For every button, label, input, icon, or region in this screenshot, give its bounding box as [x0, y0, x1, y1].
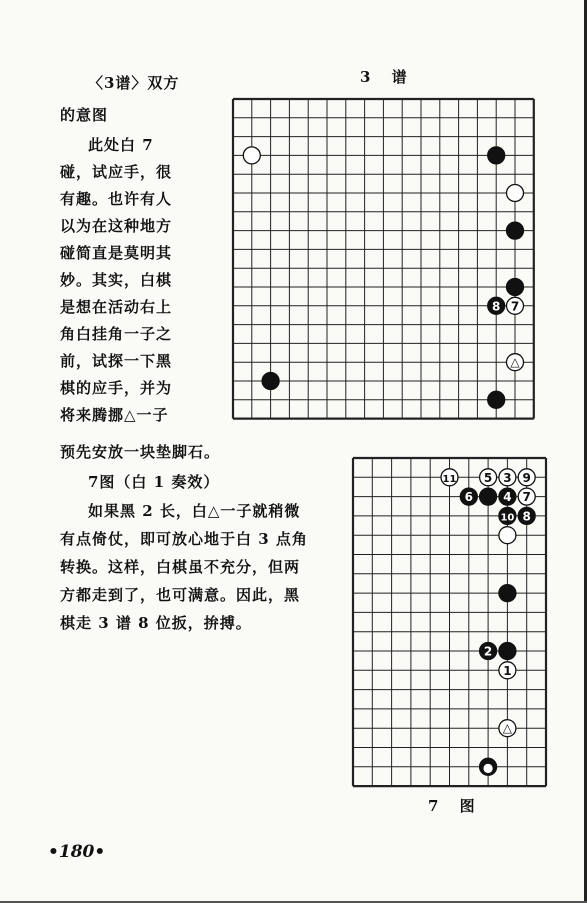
- go-board-diagram-3: [230, 96, 550, 426]
- board1-black-stone: [488, 391, 505, 408]
- board2-white-stone: [480, 469, 497, 486]
- stone-label: 7: [522, 490, 531, 505]
- board1-white-stone: [507, 185, 524, 202]
- stone-circle: [488, 147, 505, 164]
- board2-black-stone: [499, 585, 516, 602]
- stone-label: 5: [483, 470, 493, 485]
- board1-black-stone: [507, 279, 524, 296]
- paragraph1-line: 此处白 7: [88, 136, 154, 154]
- board1-title: 3 谱: [360, 68, 415, 86]
- board1-black-stone: [262, 373, 279, 390]
- stone-label: 11: [442, 473, 457, 485]
- board2-black-stone: [480, 488, 497, 505]
- stone-label: 10: [500, 512, 515, 524]
- stone-label: 7: [510, 299, 520, 314]
- stone-label: ●: [482, 760, 494, 775]
- stone-label: 6: [464, 490, 473, 505]
- paragraph2-line: 转换。这样，白棋虽不充分，但两: [60, 558, 301, 576]
- section-title-cont: 的意图: [60, 106, 109, 124]
- board1-black-stone: [488, 297, 505, 314]
- board1-white-stone: [507, 354, 524, 371]
- board2-white-stone: [518, 488, 535, 505]
- stone-circle: [499, 527, 516, 544]
- board1-black-stone: [507, 222, 524, 239]
- board2-white-stone: [499, 527, 516, 544]
- board2-black-stone: [518, 507, 535, 524]
- stone-circle: [507, 279, 524, 296]
- section-title: 〈3谱〉双方: [88, 74, 180, 92]
- paragraph2-line: 如果黑 2 长，白△一子就稍微: [88, 502, 301, 520]
- stone-circle: [499, 643, 516, 660]
- board2-black-stone: [460, 488, 477, 505]
- paragraph1-line: 有趣。也许有人: [60, 190, 173, 208]
- stone-label: △: [502, 721, 513, 736]
- board2-white-stone: [518, 469, 535, 486]
- stone-circle: [507, 185, 524, 202]
- board1-grid: [233, 99, 534, 419]
- board2-black-stone: [499, 488, 516, 505]
- paragraph1-line: 碰简直是莫明其: [60, 244, 173, 262]
- paragraph1-line: 是想在活动右上: [60, 298, 173, 316]
- stone-circle: [507, 222, 524, 239]
- stone-circle: [488, 391, 505, 408]
- board1-white-stone: [507, 297, 524, 314]
- stone-circle: [262, 373, 279, 390]
- stone-label: 8: [492, 299, 501, 314]
- fig7-heading: 7图（白 1 奏效）: [88, 473, 220, 491]
- stone-label: 4: [503, 490, 512, 505]
- board2-white-stone: [441, 469, 458, 486]
- stone-circle: [480, 488, 497, 505]
- stone-label: 2: [483, 644, 493, 659]
- board2-black-stone: [480, 758, 497, 775]
- stone-label: 8: [522, 509, 531, 524]
- paragraph1-line: 棋的应手，并为: [60, 379, 173, 397]
- paragraph1-line: 预先安放一块垫脚石。: [60, 443, 221, 461]
- paragraph2-line: 棋走 3 谱 8 位扳，拚搏。: [60, 614, 252, 632]
- board2-black-stone: [499, 643, 516, 660]
- stone-circle: [499, 585, 516, 602]
- paragraph2-line: 方都走到了，也可满意。因此，黑: [60, 586, 301, 604]
- stone-label: 1: [503, 663, 512, 678]
- stone-circle: [243, 147, 260, 164]
- board1-black-stone: [488, 147, 505, 164]
- paragraph2-line: 有点倚仗，即可放心地于白 3 点角: [60, 530, 308, 548]
- board2-title: 7 图: [428, 797, 483, 815]
- paragraph1-line: 将来腾挪△一子: [60, 406, 169, 424]
- paragraph1-line: 前，试探一下黑: [60, 352, 173, 370]
- go-board-diagram-7: [350, 455, 555, 790]
- board2-white-stone: [499, 469, 516, 486]
- paragraph1-line: 角白挂角一子之: [60, 325, 173, 343]
- stone-label: 9: [522, 470, 531, 485]
- stone-label: 3: [503, 470, 512, 485]
- page-number: •180•: [48, 842, 106, 862]
- board2-grid: [353, 458, 546, 786]
- board2-white-stone: [499, 662, 516, 679]
- board2-black-stone: [480, 643, 497, 660]
- stone-label: △: [510, 355, 520, 370]
- board1-white-stone: [243, 147, 260, 164]
- paragraph1-line: 以为在这种地方: [60, 217, 173, 235]
- board2-white-stone: [499, 720, 516, 737]
- paragraph1-line: 妙。其实，白棋: [60, 271, 173, 289]
- paragraph1-line: 碰，试应手，很: [60, 163, 173, 181]
- board2-black-stone: [499, 507, 516, 524]
